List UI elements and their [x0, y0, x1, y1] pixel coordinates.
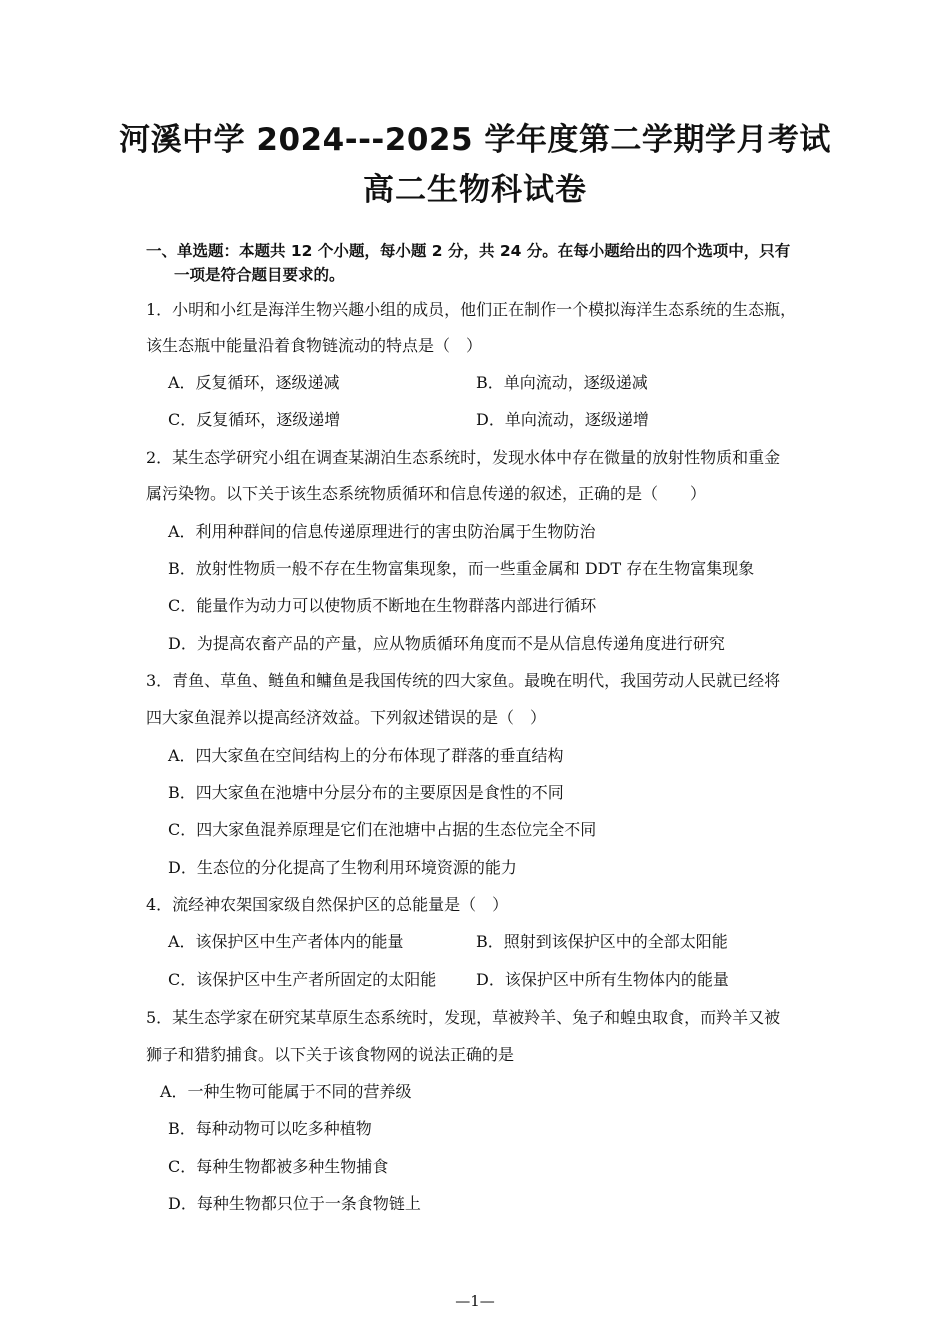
- q2-option-d: D．为提高农畜产品的产量，应从物质循环角度而不是从信息传递角度进行研究: [168, 634, 725, 653]
- q3-stem-line-1: 3．青鱼、草鱼、鲢鱼和鳙鱼是我国传统的四大家鱼。最晚在明代，我国劳动人民就已经将: [146, 671, 781, 690]
- q1-option-a: A．反复循环，逐级递减: [168, 373, 340, 392]
- page-number: —1—: [455, 1292, 495, 1310]
- q2-option-c: C．能量作为动力可以使物质不断地在生物群落内部进行循环: [168, 596, 597, 615]
- q5-option-c: C．每种生物都被多种生物捕食: [168, 1157, 389, 1176]
- q5-stem-line-2: 狮子和猎豹捕食。以下关于该食物网的说法正确的是: [146, 1045, 515, 1064]
- q5-option-b: B．每种动物可以吃多种植物: [168, 1119, 372, 1138]
- q3-option-b: B．四大家鱼在池塘中分层分布的主要原因是食性的不同: [168, 783, 564, 802]
- q5-stem-line-1: 5．某生态学家在研究某草原生态系统时，发现，草被羚羊、兔子和蝗虫取食，而羚羊又被: [146, 1008, 781, 1027]
- q2-stem-line-2: 属污染物。以下关于该生态系统物质循环和信息传递的叙述，正确的是（ ）: [146, 484, 707, 503]
- q4-option-a: A．该保护区中生产者体内的能量: [168, 932, 404, 951]
- q3-stem-line-2: 四大家鱼混养以提高经济效益。下列叙述错误的是（ ）: [146, 708, 547, 727]
- q1-option-b: B．单向流动，逐级递减: [476, 373, 648, 392]
- q4-option-d: D．该保护区中所有生物体内的能量: [476, 970, 729, 989]
- q5-option-a: A．一种生物可能属于不同的营养级: [160, 1082, 412, 1101]
- q3-option-d: D．生态位的分化提高了生物利用环境资源的能力: [168, 858, 517, 877]
- exam-title: 河溪中学 2024---2025 学年度第二学期学月考试: [119, 122, 831, 158]
- q1-option-c: C．反复循环，逐级递增: [168, 410, 341, 429]
- q2-option-b: B．放射性物质一般不存在生物富集现象，而一些重金属和 DDT 存在生物富集现象: [168, 559, 755, 578]
- q2-stem-line-1: 2．某生态学研究小组在调查某湖泊生态系统时，发现水体中存在微量的放射性物质和重金: [146, 448, 781, 467]
- section-line-1: 一、单选题：本题共 12 个小题，每小题 2 分，共 24 分。在每小题给出的四个选项中，只有: [146, 242, 791, 260]
- section-line-2: 一项是符合题目要求的。: [174, 266, 345, 284]
- q3-option-a: A．四大家鱼在空间结构上的分布体现了群落的垂直结构: [168, 746, 564, 765]
- exam-subtitle: 高二生物科试卷: [363, 172, 587, 208]
- section-instructions: [146, 239, 816, 287]
- q1-stem-line-1: 1．小明和小红是海洋生物兴趣小组的成员，他们正在制作一个模拟海洋生态系统的生态瓶，: [146, 300, 797, 319]
- q1-stem-line-2: 该生态瓶中能量沿着食物链流动的特点是（ ）: [146, 336, 483, 355]
- q5-option-d: D．每种生物都只位于一条食物链上: [168, 1194, 421, 1213]
- q4-option-c: C．该保护区中生产者所固定的太阳能: [168, 970, 437, 989]
- q4-stem-line-1: 4．流经神农架国家级自然保护区的总能量是（ ）: [146, 895, 509, 914]
- q4-option-b: B．照射到该保护区中的全部太阳能: [476, 932, 728, 951]
- q1-option-d: D．单向流动，逐级递增: [476, 410, 649, 429]
- q2-option-a: A．利用种群间的信息传递原理进行的害虫防治属于生物防治: [168, 522, 596, 541]
- q3-option-c: C．四大家鱼混养原理是它们在池塘中占据的生态位完全不同: [168, 820, 597, 839]
